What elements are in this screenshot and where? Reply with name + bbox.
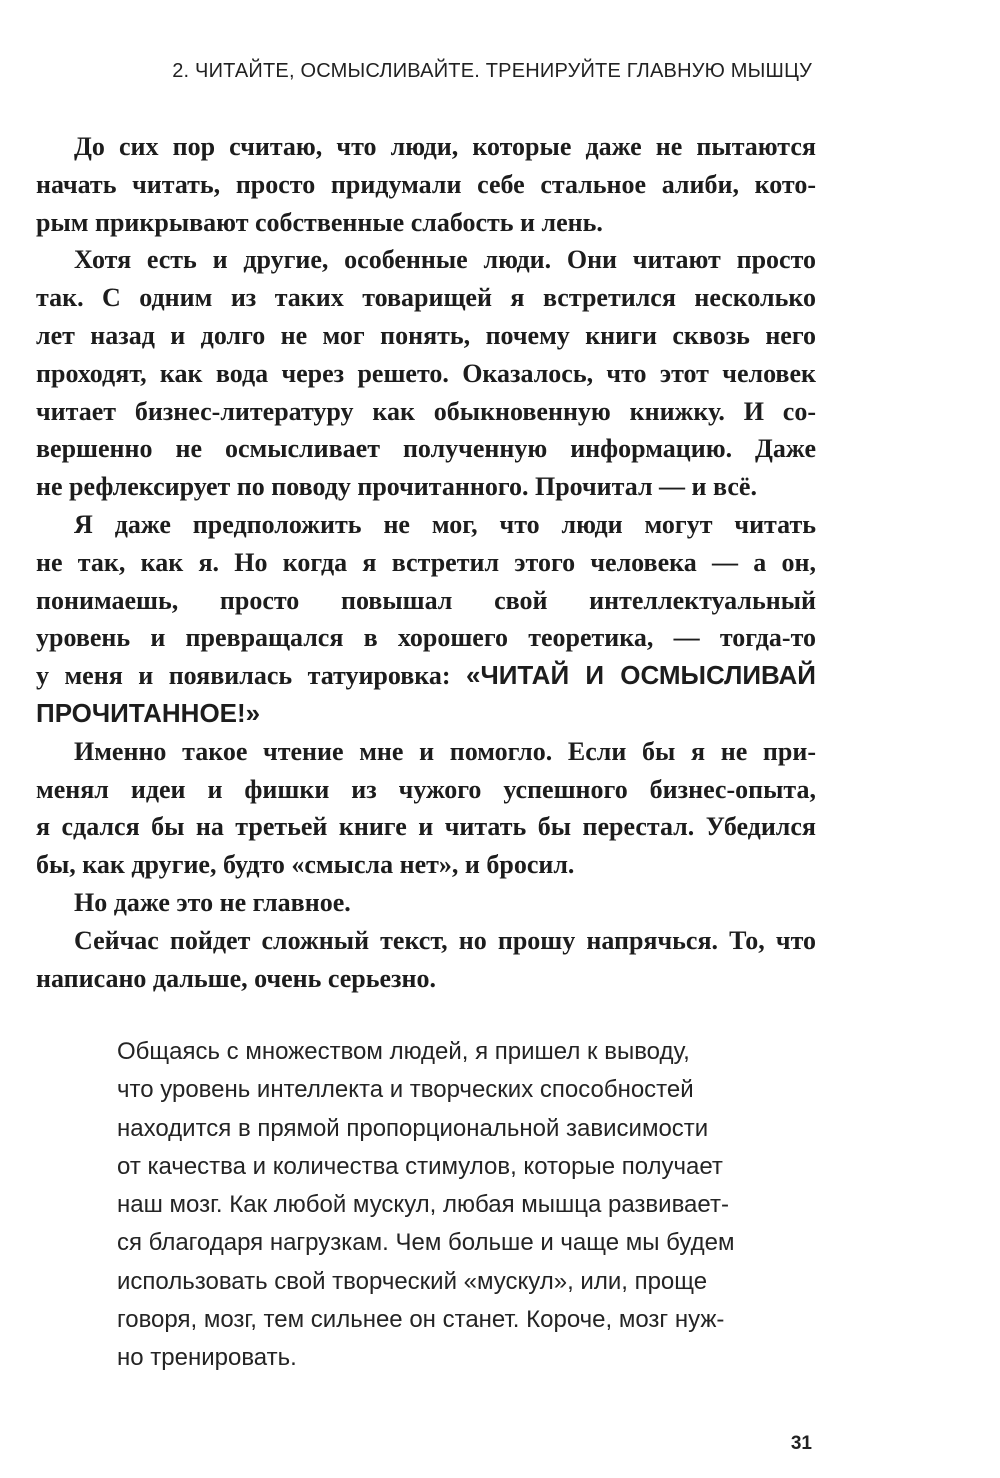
quote-line: наш мозг. Как любой мускул, любая мышца развивает- <box>117 1191 729 1219</box>
text-line: не рефлексирует по поводу прочитанного. Прочитал — и всё. <box>36 472 757 502</box>
text-line: не так, как я. Но когда я встретил этого человека — а он, <box>36 547 816 577</box>
tattoo-quote-part-1: «ЧИТАЙ И ОСМЫСЛИВАЙ <box>466 660 816 691</box>
quote-line: использовать свой творческий «мускул», или, проще <box>117 1267 708 1295</box>
quote-line: что уровень интеллекта и творческих способностей <box>117 1076 694 1104</box>
main-text <box>36 128 816 997</box>
text-line: проходят, как вода через решето. Оказалось, что этот человек <box>36 358 816 388</box>
paragraph-1 <box>36 128 816 241</box>
highlighted-quote <box>117 1033 817 1378</box>
quote-line: Общаясь с множеством людей, я пришел к выводу, <box>117 1038 690 1065</box>
paragraph-4 <box>36 733 816 884</box>
paragraph-3 <box>36 506 816 733</box>
text-line: Сейчас пойдет сложный текст, но прошу напрячься. То, что <box>74 925 816 955</box>
text-line: начать читать, просто придумали себе стальное алиби, кото- <box>36 169 816 199</box>
text-line: бы, как другие, будто «смысла нет», и бросил. <box>36 850 575 880</box>
quote-line: находится в прямой пропорциональной зависимости <box>117 1114 709 1142</box>
tattoo-quote-part-2: ПРОЧИТАННОЕ!» <box>36 697 261 728</box>
text-line: Хотя есть и другие, особенные люди. Они читают просто <box>74 245 816 275</box>
text-line: так. С одним из таких товарищей я встретился несколько <box>36 283 816 313</box>
text-line: лет назад и долго не мог понять, почему книги сквозь него <box>36 320 816 350</box>
text-line: вершенно не осмысливает полученную информацию. Даже <box>36 434 816 464</box>
text-line: Но даже это не главное. <box>74 887 351 917</box>
text-line <box>36 657 816 695</box>
page-number: 31 <box>790 1433 812 1454</box>
text-line: написано дальше, очень серьезно. <box>36 963 436 993</box>
text-line: Я даже предположить не мог, что люди могут читать <box>74 509 816 539</box>
text-line: рым прикрывают собственные слабость и лень. <box>36 207 603 237</box>
text-line: понимаешь, просто повышал свой интеллектуальный <box>36 585 816 615</box>
tattoo-lead: у меня и появилась татуировка: <box>36 661 467 691</box>
text-line: менял идеи и фишки из чужого успешного бизнес-опыта, <box>36 774 816 804</box>
text-line: я сдался бы на третьей книге и читать бы перестал. Убедился <box>36 812 816 842</box>
running-header: 2. ЧИТАЙТЕ, ОСМЫСЛИВАЙТЕ. ТРЕНИРУЙТЕ ГЛАВНУЮ МЫШЦУ <box>172 60 812 82</box>
text-line: До сих пор считаю, что люди, которые даже не пытаются <box>74 132 816 161</box>
text-line: Именно такое чтение мне и помогло. Если бы я не при- <box>74 736 816 766</box>
quote-line: от качества и количества стимулов, которые получает <box>117 1152 723 1180</box>
paragraph-5 <box>36 884 816 922</box>
paragraph-6 <box>36 922 816 998</box>
quote-line: говоря, мозг, тем сильнее он станет. Короче, мозг нуж- <box>117 1306 725 1334</box>
text-line: уровень и превращался в хорошего теоретика, — тогда-то <box>36 623 816 653</box>
paragraph-2 <box>36 241 816 506</box>
quote-line: но тренировать. <box>117 1344 297 1372</box>
text-line: читает бизнес-литературу как обыкновенную книжку. И со- <box>36 396 816 426</box>
quote-line: ся благодаря нагрузкам. Чем больше и чаще мы будем <box>117 1229 735 1257</box>
